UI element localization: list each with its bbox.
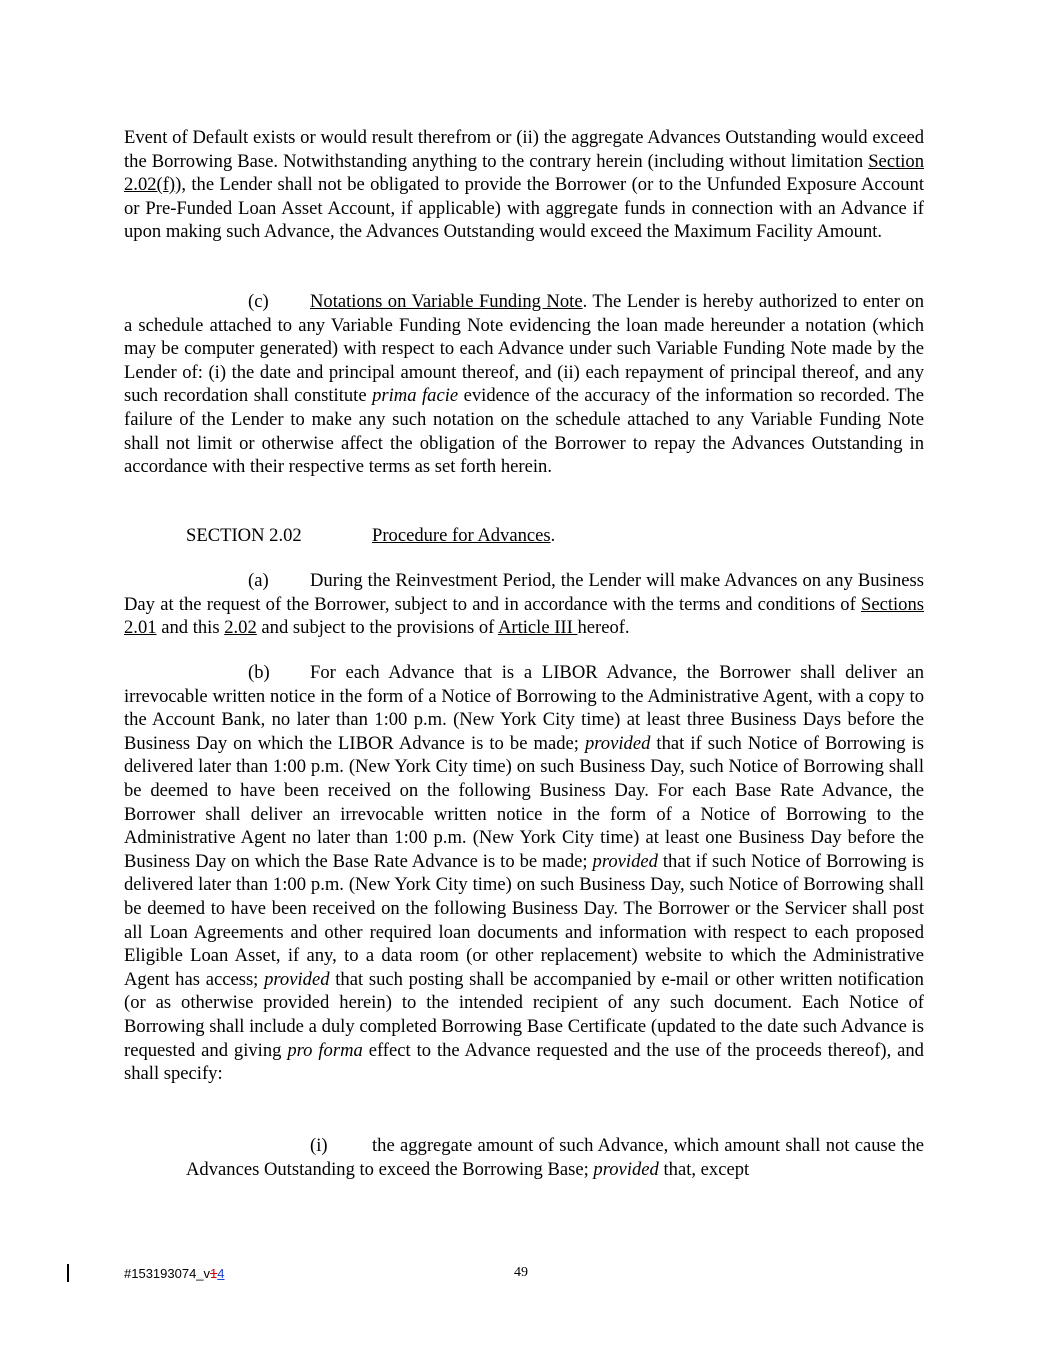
italic-term: provided xyxy=(584,732,651,754)
cross-reference: Section 2.02(f) xyxy=(124,150,924,196)
section-title-text: Procedure for Advances xyxy=(372,525,551,546)
paragraph-continuation xyxy=(124,126,924,244)
text: that, except xyxy=(658,1158,750,1180)
text: During the Reinvestment Period, the Lender will make Advances on any Business Day at the request of the Borrower, subject to and in accordance with the terms and conditions of xyxy=(124,570,924,615)
italic-term: provided xyxy=(592,850,658,872)
paragraph-b xyxy=(124,661,924,1086)
text: that if such Notice of Borrowing is delivered later than 1:00 p.m. (New York City time) on such Business Day, such Notice of Borrowing shall be deemed to have been received on the following Business Day. The Borrower or the Servicer shall post all Loan Agreements and other required loan documents and information with respect to each proposed Eligible Loan Asset, if any, to a data room (or other replacement) website to which the Administrative Agent has access; xyxy=(124,850,924,990)
text: . The Lender is hereby authorized to enter on a schedule attached to any Variable Funding Note evidencing the loan made hereunder a notation (which may be computer generated) with respect to each Advance under such Variable Funding Note made by the Lender of: (i) the date and principal amount thereof, and (ii) each repayment of principal thereof, and any such recordation shall constitute xyxy=(124,291,924,407)
italic-term: prima facie xyxy=(372,385,459,407)
text: . xyxy=(550,525,556,546)
text: effect to the Advance requested and the use of the proceeds thereof), and shall specify: xyxy=(124,1039,924,1085)
text: the aggregate amount of such Advance, which amount shall not cause the Advances Outstanding to exceed the Borrowing Base; xyxy=(186,1135,924,1180)
paragraph-heading: Notations on Variable Funding Note xyxy=(310,291,583,312)
text: that if such Notice of Borrowing is delivered later than 1:00 p.m. (New York City time) on such Business Day, such Notice of Borrowing shall be deemed to have been received on the following Business Day. For each Base Rate Advance, the Borrower shall deliver an irrevocable written notice in the form of a Notice of Borrowing to the Administrative Agent no later than 1:00 p.m. (New York City time) at least one Business Day before the Business Day on which the Base Rate Advance is to be made; xyxy=(124,732,924,872)
text: Event of Default exists or would result therefrom or (ii) the aggregate Advances Outstanding would exceed the Borrowing Base. Notwithstanding anything to the contrary herein (including without limitation xyxy=(124,127,924,172)
section-title xyxy=(372,524,555,548)
page-number: 49 xyxy=(514,1265,528,1280)
text: hereof. xyxy=(577,617,630,639)
cross-reference: 2.02 xyxy=(224,617,257,639)
inserted-version: 4 xyxy=(217,1266,225,1281)
text: For each Advance that is a LIBOR Advance, the Borrower shall deliver an irrevocable written notice in the form of a Notice of Borrowing to the Administrative Agent, with a copy to the Account Bank, no later than 1:00 p.m. (New York City time) at least three Business Days before the Business Day on which the LIBOR Advance is to be made; xyxy=(124,662,924,754)
italic-term: pro forma xyxy=(287,1039,363,1061)
paragraph-label: (c) xyxy=(248,291,269,312)
paragraph-a xyxy=(124,569,924,640)
footer-document-id xyxy=(124,1266,225,1282)
text: ), the Lender shall not be obligated to provide the Borrower (or to the Unfunded Exposure Account or Pre-Funded Loan Asset Account, if applicable) with aggregate funds in connection with an Advance if upon making such Advance, the Advances Outstanding would exceed the Maximum Facility Amount. xyxy=(124,174,924,243)
text: and subject to the provisions of xyxy=(256,617,498,639)
paragraph-label: (b) xyxy=(248,662,270,683)
text: and this xyxy=(156,617,225,639)
cross-reference: Sections 2.01 xyxy=(124,593,924,639)
paragraph-label: (a) xyxy=(248,570,269,591)
revision-change-bar xyxy=(67,1264,69,1282)
doc-id-text: #153193074_v xyxy=(124,1266,211,1281)
subparagraph-i xyxy=(186,1134,924,1181)
text: evidence of the accuracy of the information so recorded. The failure of the Lender to make any such notation on the schedule attached to any Variable Funding Note shall not limit or otherwise affect the obligation of the Borrower to repay the Advances Outstanding in accordance with their respective terms as set forth herein. xyxy=(124,385,924,478)
cross-reference: Article III xyxy=(497,617,578,639)
paragraph-label: (i) xyxy=(310,1135,328,1156)
paragraph-c xyxy=(124,290,924,479)
text: that such posting shall be accompanied by e-mail or other written notification (or as otherwise provided herein) to the intended recipient of any such document. Each Notice of Borrowing shall include a duly completed Borrowing Base Certificate (updated to the date such Advance is requested and giving xyxy=(124,968,924,1061)
italic-term: provided xyxy=(593,1158,659,1180)
section-number: SECTION 2.02 xyxy=(186,525,302,546)
deleted-version: 1 xyxy=(210,1266,218,1281)
italic-term: provided xyxy=(264,968,330,990)
